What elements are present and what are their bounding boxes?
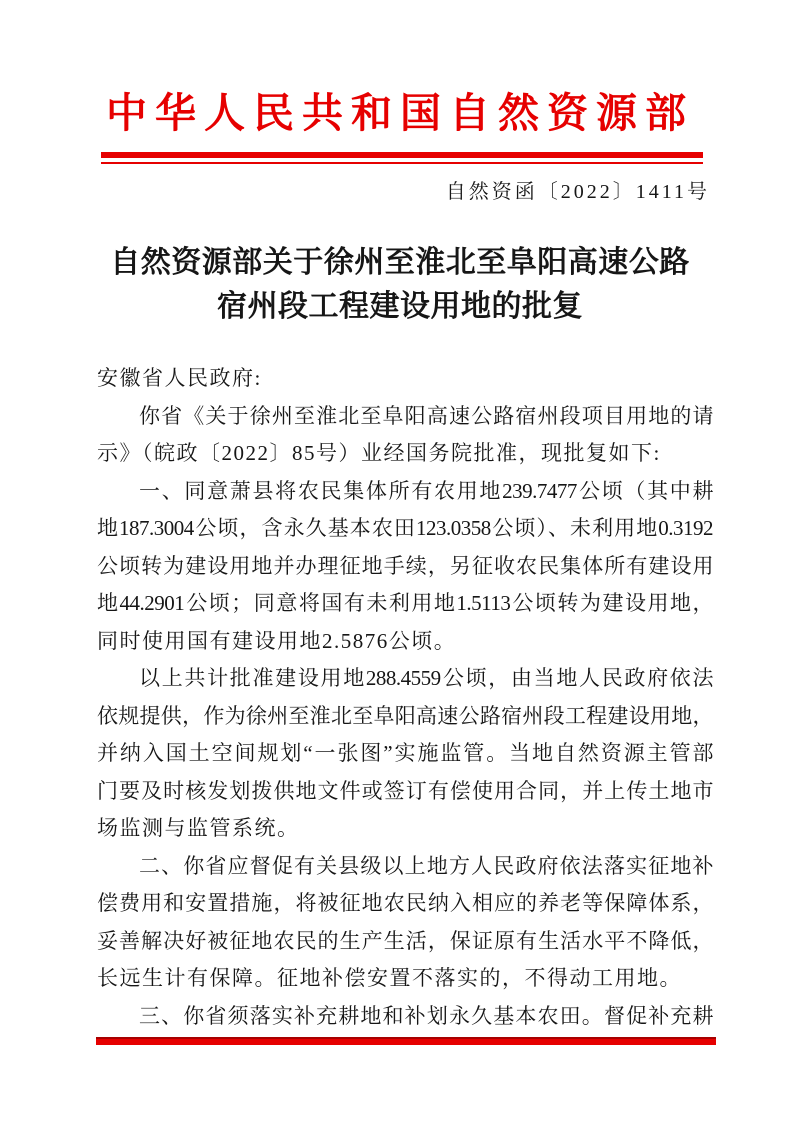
document-body [97,360,713,1035]
body-line: 以上共计批准建设用地288.4559公顷，由当地人民政府依法 [139,666,713,690]
body-line: 二、你省应督促有关县级以上地方人民政府依法落实征地补 [139,853,713,878]
body-line: 你省《关于徐州至淮北至阜阳高速公路宿州段项目用地的请 [139,403,713,428]
ministry-letterhead-title: 中华人民共和国自然资源部 [106,90,694,136]
body-line: 一、同意萧县将农民集体所有农用地239.7477公顷（其中耕 [139,478,713,503]
document-title-line2: 宿州段工程建设用地的批复 [217,290,583,323]
document-title-line1: 自然资源部关于徐州至淮北至阜阳高速公路 [110,246,690,279]
body-line: 妥善解决好被征地农民的生产生活，保证原有生活水平不降低， [97,928,713,953]
body-line: 地187.3004公顷，含永久基本农田123.0358公顷）、未利用地0.3192 [97,516,713,540]
body-line: 公顷转为建设用地并办理征地手续，另征收农民集体所有建设用 [97,553,713,578]
body-line: 安徽省人民政府: [97,366,262,390]
document-title [0,241,800,329]
body-line: 并纳入国土空间规划“一张图”实施监管。当地自然资源主管部 [97,741,713,765]
body-line: 长远生计有保障。征地补偿安置不落实的，不得动工用地。 [97,966,682,990]
body-line: 同时使用国有建设用地2.5876公顷。 [97,628,457,653]
body-line: 示》（皖政〔2022〕85号）业经国务院批准，现批复如下: [97,441,661,465]
document-number: 自然资函〔2022〕1411号 [445,181,710,203]
header-divider-thin [101,162,703,164]
header-divider-thick [101,152,703,158]
body-line: 门要及时核发划拨供地文件或签订有偿使用合同，并上传土地市 [97,778,713,803]
body-line: 偿费用和安置措施，将被征地农民纳入相应的养老等保障体系， [97,891,713,915]
body-line: 场监测与监管系统。 [97,816,300,840]
body-line: 三、你省须落实补充耕地和补划永久基本农田。督促补充耕 [139,1003,713,1028]
body-line: 地44.2901公顷；同意将国有未利用地1.5113公顷转为建设用地， [97,591,713,615]
footer-divider [96,1037,716,1045]
body-line: 依规提供，作为徐州至淮北至阜阳高速公路宿州段工程建设用地， [97,703,713,728]
